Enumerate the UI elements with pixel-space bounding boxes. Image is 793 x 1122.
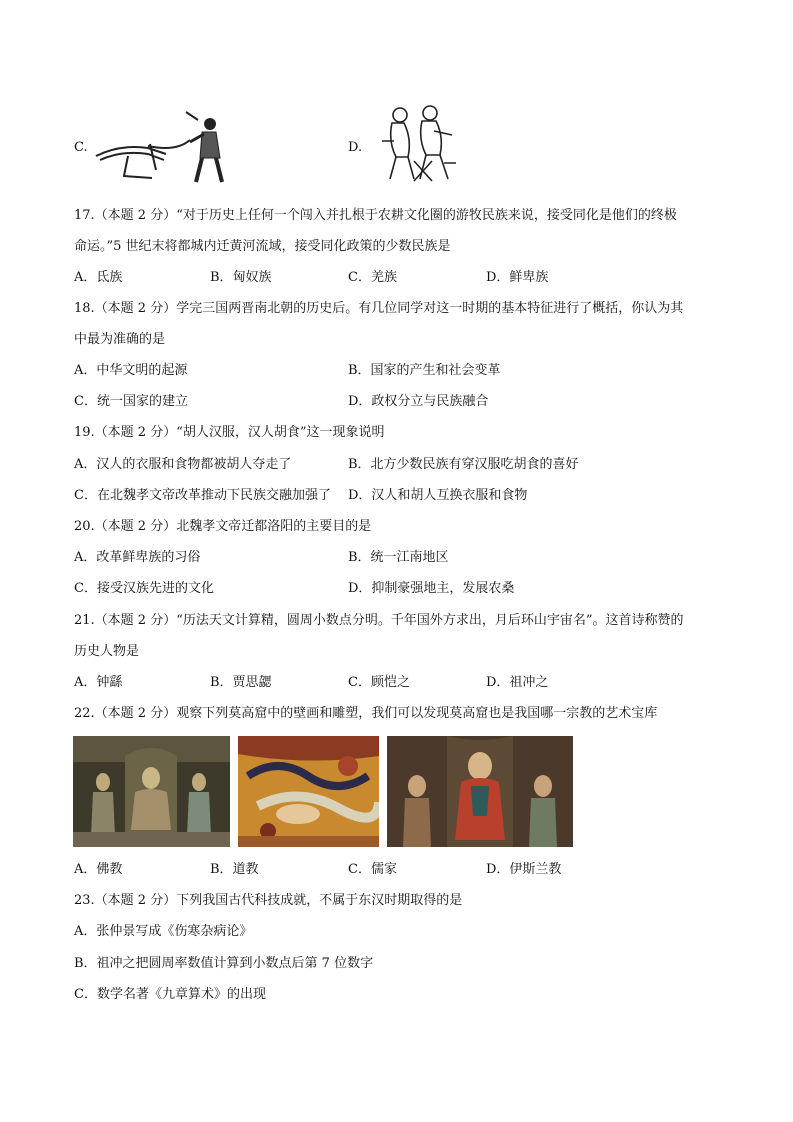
q21-option-a[interactable]: A．钟繇 [74, 675, 123, 690]
q17-stem-line2: 命运。”5 世纪末将都城内迁黄河流域，接受同化政策的少数民族是 [74, 239, 451, 254]
q23-stem-line1: 23.（本题 2 分）下列我国古代科技成就，不属于东汉时期取得的是 [74, 893, 463, 908]
q19-option-b[interactable]: B．北方少数民族有穿汉服吃胡食的喜好 [348, 457, 579, 472]
q19-option-a[interactable]: A．汉人的衣服和食物都被胡人夺走了 [74, 457, 292, 472]
q21-option-b[interactable]: B．贾思勰 [210, 675, 272, 690]
plowing-illustration [90, 104, 230, 186]
q22-option-b[interactable]: B．道教 [210, 862, 259, 877]
q18-option-c[interactable]: C．统一国家的建立 [74, 394, 188, 409]
q21-stem-line1: 21.（本题 2 分）“历法天文计算精，圆周小数点分明。千年国外方求出，月后环山宇宙名”。这首诗称赞的 [74, 613, 684, 628]
q23-option-a[interactable]: A．张仲景写成《伤寒杂病论》 [74, 924, 253, 939]
q21-option-d[interactable]: D．祖冲之 [486, 675, 549, 690]
q19-option-c[interactable]: C．在北魏孝文帝改革推动下民族交融加强了 [74, 488, 331, 503]
q17-option-d[interactable]: D．鲜卑族 [486, 270, 549, 285]
mogao-buddha-statue-photo [387, 736, 573, 847]
q22-option-d[interactable]: D．伊斯兰教 [486, 862, 562, 877]
seated-figures-illustration [374, 101, 460, 185]
q17-option-c[interactable]: C．羌族 [348, 270, 397, 285]
q20-option-c[interactable]: C．接受汉族先进的文化 [74, 581, 214, 596]
option-c-label: C. [74, 140, 88, 155]
q17-option-a[interactable]: A．氐族 [74, 270, 123, 285]
mogao-statues-photo [73, 736, 230, 847]
q21-stem-line2: 历史人物是 [74, 644, 140, 659]
q20-option-a[interactable]: A．改革鲜卑族的习俗 [74, 550, 201, 565]
mogao-flying-apsara-mural [238, 736, 379, 847]
q18-stem-line1: 18.（本题 2 分）学完三国两晋南北朝的历史后。有几位同学对这一时期的基本特征进行了概括，你认为其 [74, 301, 684, 316]
q18-option-b[interactable]: B．国家的产生和社会变革 [348, 363, 501, 378]
q20-stem-line1: 20.（本题 2 分）北魏孝文帝迁都洛阳的主要目的是 [74, 519, 372, 534]
q19-stem-line1: 19.（本题 2 分）“胡人汉服，汉人胡食”这一现象说明 [74, 425, 385, 440]
q18-option-a[interactable]: A．中华文明的起源 [74, 363, 188, 378]
q17-option-b[interactable]: B．匈奴族 [210, 270, 272, 285]
q23-option-c[interactable]: C．数学名著《九章算术》的出现 [74, 987, 266, 1002]
q21-option-c[interactable]: C．顾恺之 [348, 675, 410, 690]
q22-option-a[interactable]: A．佛教 [74, 862, 123, 877]
option-d-label: D. [348, 140, 363, 155]
q18-stem-line2: 中最为准确的是 [74, 332, 166, 347]
q22-option-c[interactable]: C．儒家 [348, 862, 397, 877]
q22-stem-line1: 22.（本题 2 分）观察下列莫高窟中的壁画和雕塑，我们可以发现莫高窟也是我国哪一宗教的艺术宝库 [74, 706, 658, 721]
q20-option-b[interactable]: B．统一江南地区 [348, 550, 449, 565]
q20-option-d[interactable]: D．抑制豪强地主，发展农桑 [348, 581, 515, 596]
q23-option-b[interactable]: B．祖冲之把圆周率数值计算到小数点后第 7 位数字 [74, 956, 374, 971]
q17-stem-line1: 17.（本题 2 分）“对于历史上任何一个闯入并扎根于农耕文化圈的游牧民族来说，接受同化是他们的终极 [74, 208, 677, 223]
q18-option-d[interactable]: D．政权分立与民族融合 [348, 394, 489, 409]
q19-option-d[interactable]: D．汉人和胡人互换衣服和食物 [348, 488, 528, 503]
